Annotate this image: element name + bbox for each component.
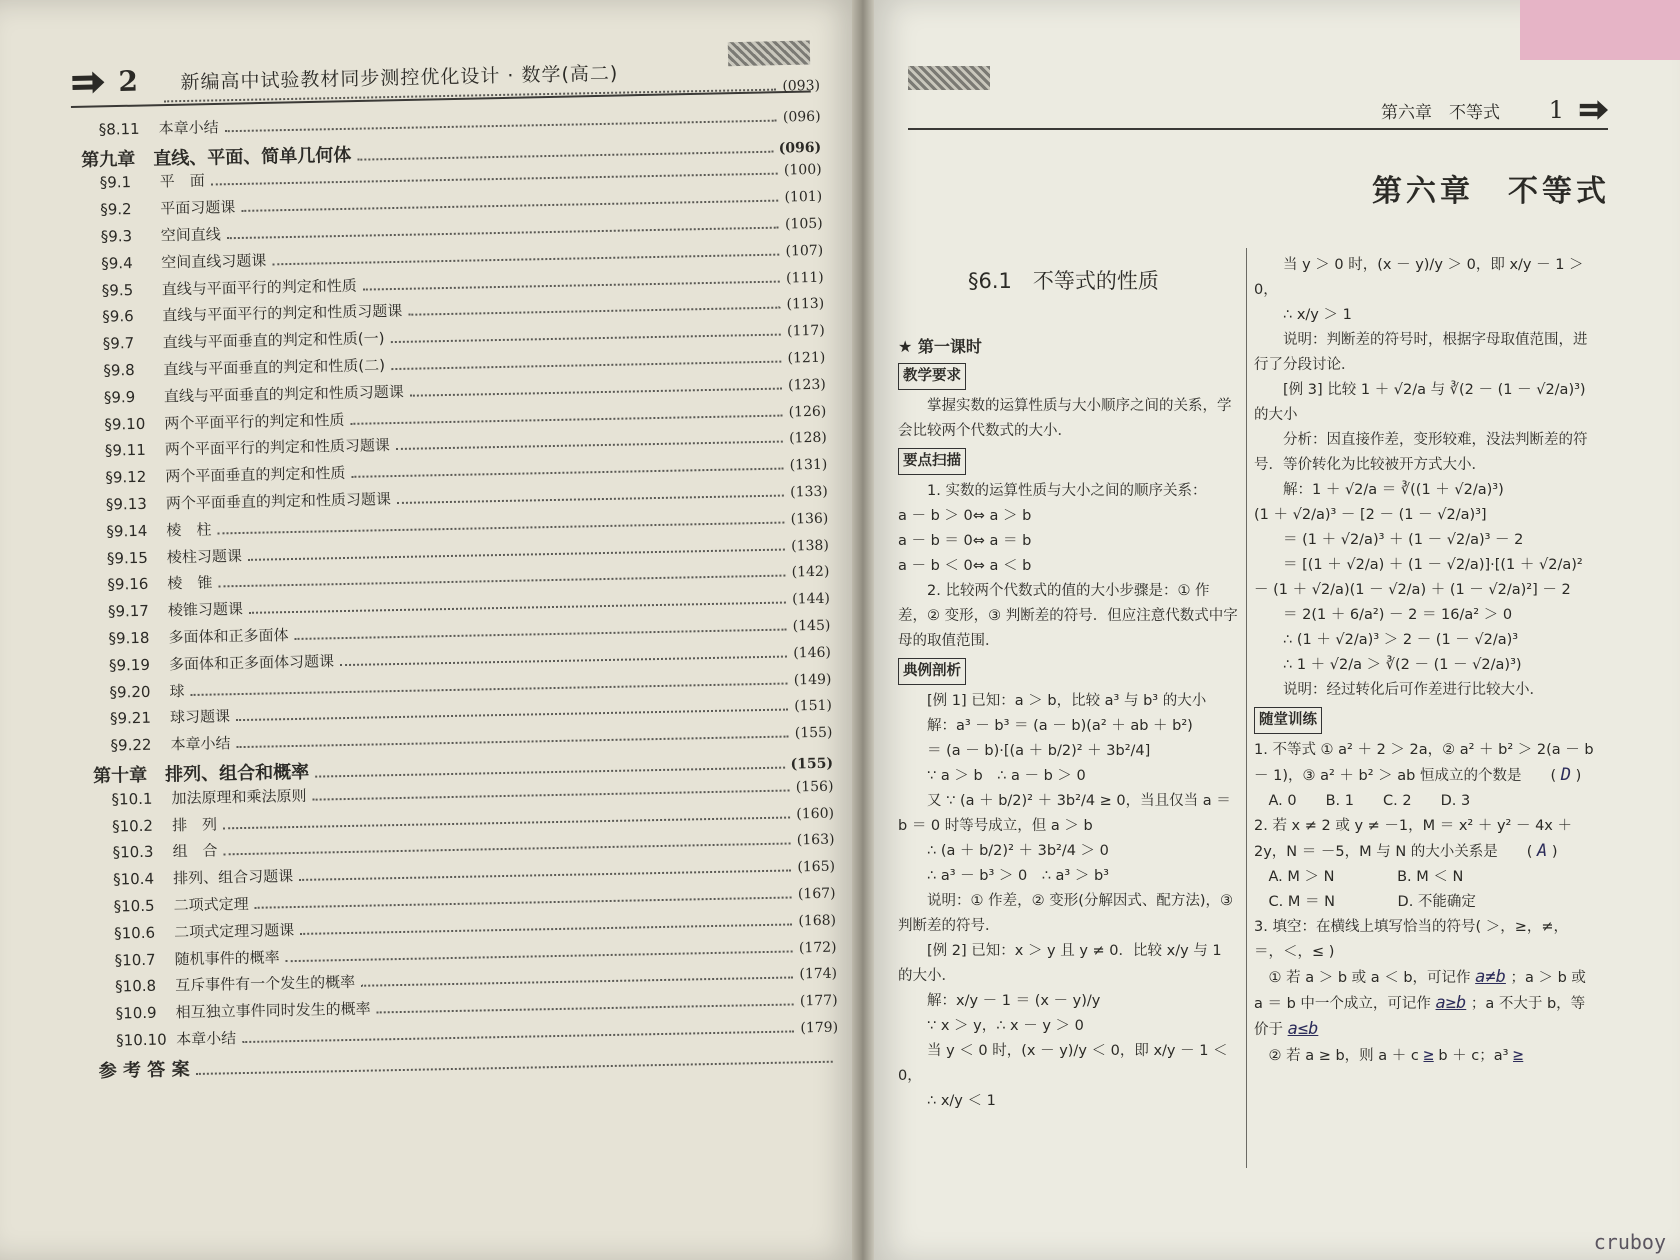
page-number: 2 — [118, 64, 139, 98]
example-3-step: (1 ＋ √2/a)³ － [2 － (1 － √2/a)³] — [1254, 507, 1487, 523]
option-c: C. M ＝ N — [1268, 894, 1335, 910]
toc-page-number: (174) — [799, 965, 838, 983]
example-2: [例 2] 已知：x ＞ y 且 y ≠ 0．比较 x/y 与 1 的大小． — [898, 943, 1222, 984]
library-stamp — [728, 41, 810, 67]
toc-section-number: §10.10 — [116, 1030, 167, 1050]
toc-page-number: (136) — [790, 510, 829, 528]
toc-section-number: §9.20 — [109, 682, 151, 702]
toc-title: 棱锥习题课 — [167, 600, 244, 620]
example-2-step: ∴ x/y ＞ 1 — [1283, 307, 1352, 323]
toc-title: 棱 柱 — [166, 520, 212, 540]
toc-page-number: (149) — [793, 671, 832, 688]
requirements-text: 掌握实数的运算性质与大小顺序之间的关系，学会比较两个代数式的大小． — [898, 398, 1232, 439]
toc-leader — [295, 628, 787, 639]
toc-leader — [237, 736, 789, 749]
example-2-step: ∴ x/y ＜ 1 — [927, 1093, 996, 1109]
left-column — [898, 334, 1238, 1114]
toc-leader — [300, 923, 792, 934]
q3-text: ① 若 a ＞ b 或 a ＜ b，可记作 — [1268, 970, 1471, 986]
toc-leader — [248, 548, 785, 560]
example-3-step: ＝ 2(1 ＋ 6/a²) － 2 ＝ 16/a² ＞ 0 — [1283, 607, 1513, 623]
toc-section-number: §9.19 — [108, 655, 151, 675]
toc-page-number: (172) — [798, 939, 837, 956]
toc-title: 排 列 — [171, 815, 218, 834]
example-3-note: 说明：经过转化后可作差进行比较大小． — [1283, 682, 1544, 698]
toc-leader — [223, 816, 790, 829]
handwritten-answer: ≥ — [1513, 1045, 1524, 1065]
toc-page-number: (096) — [778, 139, 822, 157]
question-1: 1. 不等式 ① a² ＋ 2 ＞ 2a，② a² ＋ b² ＞ 2(a － b － 1)，③ a² ＋ b² ＞ ab 恒成立的个数是 ( D ) — [1254, 742, 1594, 785]
toc-page-number: (177) — [799, 992, 838, 1010]
example-1-step: 解：a³ － b³ ＝ (a － b)(a² ＋ ab ＋ b²) — [927, 718, 1193, 734]
practice-label: 随堂训练 — [1254, 707, 1322, 734]
toc-title: 第九章 直线、平面、简单几何体 — [81, 144, 352, 171]
toc-page-number: (111) — [785, 269, 824, 287]
toc-section-number: §9.22 — [110, 735, 152, 755]
toc-section-number: §10.9 — [115, 1003, 157, 1023]
running-chapter-label: 第六章 不等式 — [1381, 103, 1500, 123]
toc-leader — [340, 655, 787, 666]
toc-page-number: (093) — [782, 77, 821, 95]
section-title: §6.1 不等式的性质 — [968, 269, 1159, 293]
toc-section-number: §9.16 — [107, 575, 149, 594]
toc-page-number: (144) — [792, 590, 831, 608]
example-2-note: 说明：判断差的符号时，根据字母取值范围，进行了分段讨论． — [1254, 332, 1588, 373]
toc-section-number: §9.5 — [101, 280, 134, 300]
toc-title: 棱柱习题课 — [166, 546, 243, 566]
toc-leader — [211, 173, 778, 186]
example-3-analysis: 分析：因直接作差，变形较难，没法判断差的符号．等价转化为比较被开方式大小． — [1254, 432, 1588, 473]
toc-page-number: (163) — [796, 831, 835, 849]
toc-page-number: (126) — [788, 403, 827, 421]
toc-title: 互斥事件有一个发生的概率 — [175, 973, 356, 995]
background-corner — [1520, 0, 1680, 60]
toc-leader — [255, 896, 792, 908]
watermark: cruboy — [1593, 1230, 1666, 1254]
toc-section-number: §9.21 — [109, 709, 152, 728]
toc-leader — [242, 1030, 794, 1043]
toc-leader — [224, 843, 791, 856]
toc-page-number: (131) — [789, 456, 828, 474]
toc-section-number: §10.6 — [113, 923, 156, 943]
toc-title: 棱 锥 — [167, 573, 213, 593]
toc-page-number: (100) — [783, 162, 822, 179]
option-b: B. M ＜ N — [1397, 869, 1464, 885]
handwritten-answer: A — [1537, 841, 1548, 861]
toc-section-number: §9.7 — [102, 334, 135, 353]
toc-page-number: (155) — [790, 755, 834, 773]
toc-page-number: (128) — [788, 430, 827, 447]
toc-page-number: (101) — [784, 188, 823, 206]
toc-title: 两个平面垂直的判定和性质习题课 — [165, 490, 392, 513]
toc-section-number: §9.11 — [104, 441, 146, 460]
toc-title: 直线与平面平行的判定和性质 — [161, 276, 357, 299]
toc-leader — [225, 119, 777, 132]
toc-leader — [391, 361, 782, 370]
toc-leader — [164, 89, 776, 103]
teaching-requirements-label: 教学要求 — [898, 363, 966, 390]
right-column — [1254, 253, 1594, 1069]
toc-leader — [286, 950, 793, 962]
toc-leader — [249, 602, 786, 614]
toc-section-number: §9.4 — [101, 253, 133, 273]
toc-section-number: §10.7 — [114, 950, 156, 969]
toc-leader — [219, 575, 786, 588]
toc-section-number — [98, 103, 158, 104]
toc-title: 第十章 排列、组合和概率 — [92, 761, 310, 787]
toc-title: 排列、组合习题课 — [172, 867, 294, 888]
toc-leader — [313, 789, 790, 800]
question-2-text: 2. 若 x ≠ 2 或 y ≠ －1，M ＝ x² ＋ y² － 4x ＋ 2y，N ＝ －5，M 与 N 的大小关系是 ( — [1254, 818, 1572, 860]
handwritten-answer: D — [1560, 765, 1571, 785]
toc-title: 相互独立事件同时发生的概率 — [175, 999, 371, 1022]
toc-section-number: §8.11 — [98, 119, 140, 139]
option-a: A. M ＞ N — [1268, 869, 1335, 885]
toc-title: 直线与平面垂直的判定和性质(一) — [162, 329, 385, 352]
toc-page-number: (133) — [790, 483, 828, 501]
toc-leader — [191, 682, 788, 695]
toc-section-number: §10.8 — [115, 977, 157, 996]
arrow-right-icon — [1578, 100, 1608, 120]
toc-page-number: (107) — [785, 242, 824, 260]
arrow-right-icon — [70, 71, 104, 94]
toc-page-number: (146) — [793, 644, 832, 662]
example-2-step: ∵ x ＞ y，∴ x － y ＞ 0 — [927, 1018, 1084, 1034]
toc-section-number: §9.14 — [106, 521, 148, 541]
example-3-step: ∴ (1 ＋ √2/a)³ ＞ 2 － (1 － √2/a)³ — [1283, 632, 1519, 648]
example-1: [例 1] 已知：a ＞ b，比较 a³ 与 b³ 的大小 — [927, 693, 1207, 709]
example-3-step: 解：1 ＋ √2/a ＝ ∛((1 ＋ √2/a)³) — [1283, 482, 1504, 498]
book-gutter — [852, 0, 874, 1260]
handwritten-answer: a≠b — [1475, 967, 1506, 987]
toc-section-number: §10.3 — [112, 843, 154, 862]
toc-title: 平面习题课 — [160, 198, 236, 218]
toc-page-number: (121) — [787, 349, 826, 367]
toc-page-number: (179) — [800, 1019, 839, 1037]
question-2-options — [1254, 890, 1594, 915]
toc-title: 直线与平面平行的判定和性质习题课 — [162, 302, 403, 325]
q3-text: ；a ＞ b 或 a ＝ b 中一个成立，可记作 — [1254, 970, 1586, 1012]
toc-page-number: (168) — [798, 912, 837, 930]
example-1-step: ∴ (a ＋ b/2)² ＋ 3b²/4 ＞ 0 — [927, 843, 1109, 859]
toc-title: 两个平面平行的判定和性质习题课 — [164, 436, 391, 459]
toc-page-number: (105) — [784, 215, 823, 233]
q3-text: ；a 不大于 b，等价于 — [1254, 996, 1586, 1038]
toc-section-number: §9.15 — [106, 548, 149, 568]
q3-text: b ＋ c；a³ — [1438, 1048, 1509, 1064]
toc-leader — [357, 150, 772, 160]
toc-title: 加法原理和乘法原则 — [171, 786, 307, 808]
toc-page-number: (142) — [791, 564, 830, 581]
toc-leader — [363, 280, 780, 290]
toc-section-number: §9.10 — [104, 414, 146, 434]
toc-section-number: §9.18 — [108, 628, 150, 648]
examples-label: 典例剖析 — [898, 658, 966, 685]
toc-leader — [350, 414, 782, 424]
toc-section-number: §9.17 — [107, 601, 150, 621]
toc-page-number: (117) — [786, 322, 825, 340]
example-1-step: 又 ∵ (a ＋ b/2)² ＋ 3b²/4 ≥ 0，当且仅当 a ＝ b ＝ 0 时等号成立，但 a ＞ b — [898, 793, 1231, 834]
toc-leader — [396, 441, 783, 450]
question-1-text: 1. 不等式 ① a² ＋ 2 ＞ 2a，② a² ＋ b² ＞ 2(a － b － 1)，③ a² ＋ b² ＞ ab 恒成立的个数是 ( — [1254, 742, 1594, 784]
toc-title: 参 考 答 案 — [98, 1058, 190, 1082]
relation-1: a － b ＞ 0⇔ a ＞ b — [898, 508, 1032, 524]
page-number: 1 — [1548, 96, 1564, 124]
toc-title: 组 合 — [172, 841, 218, 861]
key-points-label: 要点扫描 — [898, 448, 966, 475]
toc-title: 直线与平面垂直的判定和性质习题课 — [163, 382, 404, 406]
toc-title: 平 面 — [159, 172, 205, 191]
toc-title: 二项式定理 — [173, 894, 249, 915]
handwritten-answer: a≥b — [1435, 993, 1467, 1013]
toc-page-number: (145) — [792, 617, 831, 635]
option-d: D. 不能确定 — [1397, 894, 1476, 910]
lesson-heading: ★ 第一课时 — [898, 337, 982, 356]
toc-title: 本章小结 — [158, 118, 219, 138]
toc-section-number: §9.2 — [100, 200, 132, 219]
right-page-header — [908, 84, 1608, 130]
toc-title: 本章小结 — [176, 1029, 237, 1049]
toc-page-number: (151) — [794, 698, 833, 715]
toc-title: 球 — [169, 681, 185, 700]
toc-leader — [227, 227, 779, 240]
question-1-options: A. 0 B. 1 C. 2 D. 3 — [1268, 793, 1471, 809]
toc-leader — [272, 253, 779, 265]
toc-page-number: (123) — [787, 376, 826, 394]
toc-section-number: §9.9 — [103, 387, 136, 407]
toc-leader — [410, 387, 782, 396]
toc-leader — [377, 1004, 794, 1014]
example-2-step: 解：x/y － 1 ＝ (x － y)/y — [927, 993, 1101, 1009]
library-stamp — [908, 66, 990, 90]
toc-title: 直线与平面垂直的判定和性质(二) — [163, 356, 386, 379]
toc-title: 随机事件的概率 — [174, 947, 280, 968]
example-1-step: ＝ (a － b)·[(a ＋ b/2)² ＋ 3b²/4] — [927, 743, 1151, 759]
question-2: 2. 若 x ≠ 2 或 y ≠ －1，M ＝ x² ＋ y² － 4x ＋ 2y，N ＝ －5，M 与 N 的大小关系是 ( A ) — [1254, 818, 1572, 861]
toc-section-number: §9.3 — [100, 227, 133, 246]
handwritten-answer: ≥ — [1423, 1045, 1434, 1065]
chapter-title: 第六章 不等式 — [1372, 174, 1610, 209]
toc-page-number: (165) — [797, 858, 836, 876]
relation-3: a － b ＜ 0⇔ a ＜ b — [898, 558, 1032, 574]
toc-page-number: (096) — [782, 108, 821, 126]
toc-page-number: (160) — [796, 805, 835, 822]
toc-leader — [217, 521, 784, 534]
toc-title: 球习题课 — [169, 707, 231, 727]
relation-2: a － b ＝ 0⇔ a ＝ b — [898, 533, 1032, 549]
toc-leader — [241, 200, 778, 212]
question-3-part-2 — [1254, 1043, 1594, 1069]
question-2-options — [1254, 865, 1594, 890]
toc-section-number: §10.5 — [113, 896, 155, 916]
toc-title: 两个平面垂直的判定和性质 — [165, 464, 346, 486]
toc-page-number: (155) — [794, 724, 833, 742]
toc-section-number: §9.6 — [102, 307, 134, 326]
toc-page-number: (156) — [795, 778, 834, 796]
example-3: [例 3] 比较 1 ＋ √2/a 与 ∛(2 － (1 － √2/a)³) 的大小 — [1254, 382, 1586, 423]
point-2: 2. 比较两个代数式的值的大小步骤是：① 作差，② 变形，③ 判断差的符号．但应注意代数式中字母的取值范围． — [898, 583, 1238, 649]
toc-title: 多面体和正多面体 — [168, 626, 289, 647]
example-1-step: ∴ a³ － b³ ＞ 0 ∴ a³ ＞ b³ — [927, 868, 1109, 884]
example-2-step: 当 y ＜ 0 时，(x － y)/y ＜ 0，即 x/y － 1 ＜ 0， — [898, 1043, 1228, 1084]
example-2-step: 当 y ＞ 0 时，(x － y)/y ＞ 0，即 x/y － 1 ＞ 0， — [1254, 257, 1584, 298]
toc-section-number: §10.4 — [112, 869, 155, 889]
toc-section-number: §10.2 — [111, 816, 154, 836]
toc-page-number: (138) — [791, 537, 829, 554]
column-divider — [1246, 248, 1247, 1168]
q3-text: ② 若 a ≥ b，则 a ＋ c — [1268, 1048, 1419, 1064]
toc-leader — [397, 495, 784, 504]
toc-section-number: §9.12 — [105, 467, 147, 487]
toc-page-number: (113) — [786, 296, 825, 313]
toc-title: 空间直线 — [160, 225, 221, 245]
toc-title: 两个平面平行的判定和性质 — [164, 410, 345, 433]
toc-section-number: §10.1 — [111, 789, 153, 809]
question-3: 3. 填空：在横线上填写恰当的符号( ＞，≥，≠，＝，＜，≤ ) — [1254, 919, 1569, 960]
table-of-contents — [80, 78, 839, 1084]
example-3-step: ∴ 1 ＋ √2/a ＞ ∛(2 － (1 － √2/a)³) — [1283, 657, 1522, 673]
toc-section-number: §9.8 — [103, 360, 135, 380]
point-1: 1. 实数的运算性质与大小之间的顺序关系： — [927, 483, 1207, 499]
toc-leader — [351, 468, 783, 478]
toc-section-number: §9.1 — [99, 173, 132, 193]
toc-leader — [236, 709, 788, 722]
toc-title: 空间直线习题课 — [161, 251, 267, 272]
toc-leader — [391, 334, 782, 343]
example-1-step: ∵ a ＞ b ∴ a － b ＞ 0 — [927, 768, 1086, 784]
toc-leader — [408, 307, 780, 316]
toc-title: 二项式定理习题课 — [173, 920, 295, 942]
question-3-part-1 — [1254, 965, 1594, 1043]
book-title: 新编高中试验教材同步测控优化设计 · 数学(高二) — [180, 62, 619, 94]
example-1-note: 说明：① 作差，② 变形(分解因式、配方法)，③ 判断差的符号． — [898, 893, 1234, 934]
toc-leader — [361, 977, 793, 987]
toc-title: 本章小结 — [170, 734, 231, 754]
handwritten-answer: a≤b — [1287, 1019, 1319, 1039]
toc-section-number: §9.13 — [105, 494, 147, 514]
example-3-step: ＝ (1 ＋ √2/a)³ ＋ (1 － √2/a)³ － 2 — [1283, 532, 1524, 548]
toc-page-number: (167) — [797, 885, 836, 903]
example-3-step: ＝ [(1 ＋ √2/a) ＋ (1 － √2/a)]·[(1 ＋ √2/a)² － (1 ＋ √2/a)(1 － √2/a) ＋ (1 － √2/a)²] － 2 — [1254, 557, 1583, 598]
toc-leader — [299, 870, 791, 881]
toc-title: 多面体和正多面体习题课 — [168, 651, 335, 674]
